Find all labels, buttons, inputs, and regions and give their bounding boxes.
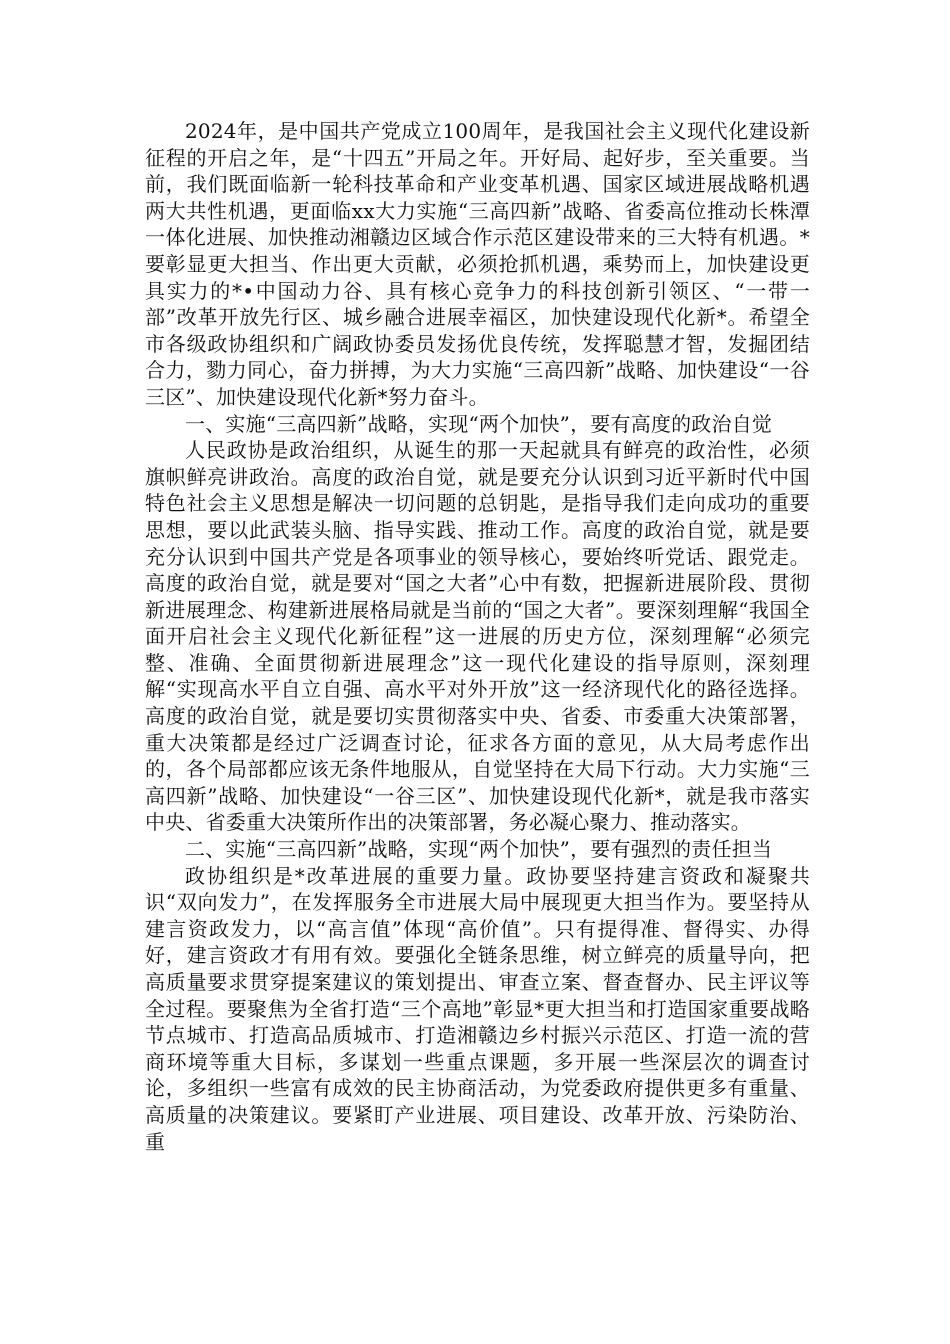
section-2-paragraph: 政协组织是*改革进展的重要力量。政协要坚持建言资政和凝聚共识“双向发力”，在发挥服务全市进展大局中展现更大担当作为。要坚持从建言资政发力，以“高言值”体现“高价值”。只有提得准、督得实、办得好，建言资政才有用有效。要强化全链条思维，树立鲜亮的质量导向，把高质量要求贯穿提案建议的策划提出、审查立案、督查督办、民主评议等全过程。要聚焦为全省打造“三个高地”彰显*更大担当和打造国家重要战略节点城市、打造高品质城市、打造湘赣边乡村振兴示范区、打造一流的营商环境等重大目标，多谋划一些重点课题，多开展一些深层次的调查讨论，多组织一些富有成效的民主协商活动，为党委政府提供更多有重量、高质量的决策建议。要紧盯产业进展、项目建设、改革开放、污染防治、重	[145, 863, 810, 1154]
document-body	[145, 118, 810, 1155]
intro-paragraph: 2024年，是中国共产党成立100周年，是我国社会主义现代化建设新征程的开启之年，是“十四五”开局之年。开好局、起好步，至关重要。当前，我们既面临新一轮科技革命和产业变革机遇、国家区域进展战略机遇两大共性机遇，更面临xx大力实施“三高四新”战略、省委高位推动长株潭一体化进展、加快推动湘赣边区域合作示范区建设带来的三大特有机遇。*要彰显更大担当、作出更大贡献，必须抢抓机遇，乘势而上，加快建设更具实力的*•中国动力谷、具有核心竞争力的科技创新引领区、“一带一部”改革开放先行区、城乡融合进展幸福区，加快建设现代化新*。希望全市各级政协组织和广阔政协委员发扬优良传统，发挥聪慧才智，发掘团结合力，勠力同心，奋力拼搏，为大力实施“三高四新”战略、加快建设“一谷三区”、加快建设现代化新*努力奋斗。	[145, 119, 810, 409]
section-heading-2: 二、实施“三高四新”战略，实现“两个加快”，要有强烈的责任担当	[185, 837, 773, 862]
section-1-paragraph: 人民政协是政治组织，从诞生的那一天起就具有鲜亮的政治性，必须旗帜鲜亮讲政治。高度的政治自觉，就是要充分认识到习近平新时代中国特色社会主义思想是解决一切问题的总钥匙，是指导我们走向成功的重要思想，要以此武装头脑、指导实践、推动工作。高度的政治自觉，就是要充分认识到中国共产党是各项事业的领导核心，要始终听党话、跟党走。高度的政治自觉，就是要对“国之大者”心中有数，把握新进展阶段、贯彻新进展理念、构建新进展格局就是当前的“国之大者”。要深刻理解“我国全面开启社会主义现代化新征程”这一进展的历史方位，深刻理解“必须完整、准确、全面贯彻新进展理念”这一现代化建设的指导原则，深刻理解“实现高水平自立自强、高水平对外开放”这一经济现代化的路径选择。高度的政治自觉，就是要切实贯彻落实中央、省委、市委重大决策部署，重大决策都是经过广泛调查讨论，征求各方面的意见，从大局考虑作出的，各个局部都应该无条件地服从，自觉坚持在大局下行动。大力实施“三高四新”战略、加快建设“一谷三区”、加快建设现代化新*，就是我市落实中央、省委重大决策所作出的决策部署，务必凝心聚力、推动落实。	[145, 438, 810, 835]
section-heading-1: 一、实施“三高四新”战略，实现“两个加快”，要有高度的政治自觉	[185, 411, 773, 436]
